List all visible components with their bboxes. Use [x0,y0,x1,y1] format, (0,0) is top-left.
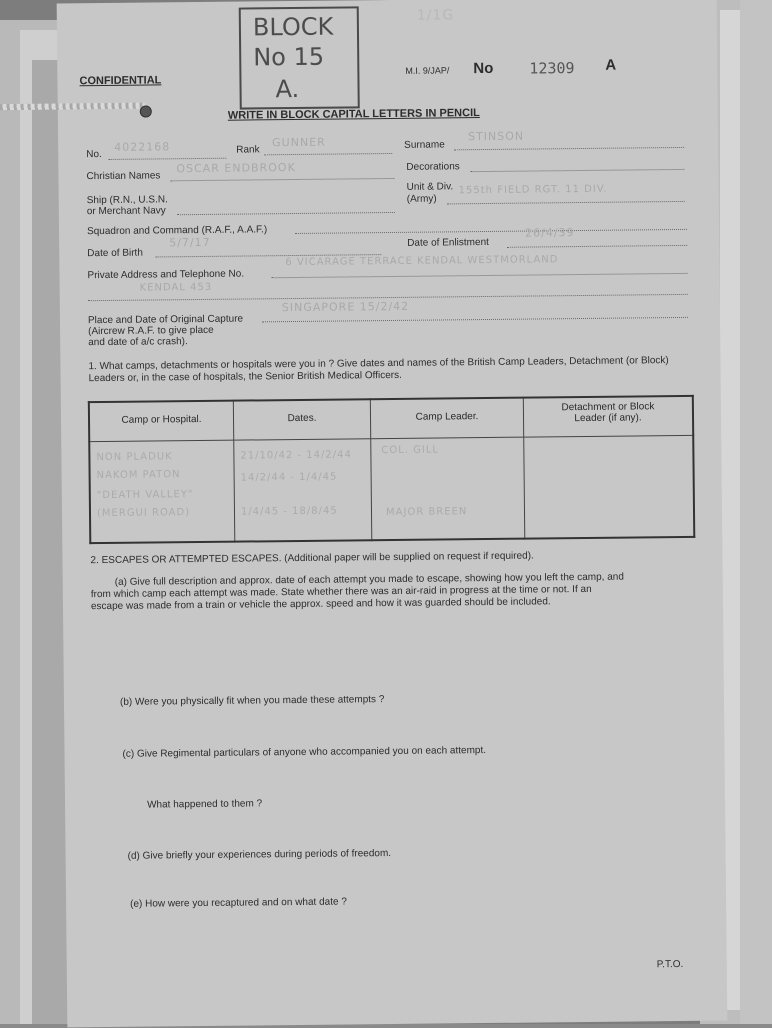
squadron-label: Squadron and Command (R.A.F., A.A.F.) [86,224,268,238]
dates-entry-4: 1/4/45 - 18/8/45 [240,505,338,518]
enlistment-value: 26/4/39 [525,226,575,240]
no-value: 4022168 [114,140,171,154]
christian-names-label: Christian Names [86,170,161,183]
enlistment-label: Date of Enlistment [407,236,489,249]
stamp-line-3: A. [275,74,300,104]
question-c-followup: What happened to them ? [146,798,263,811]
capture-label-1: Place and Date of Original Capture [87,313,244,327]
form-reference: M.I. 9/JAP/ [405,65,450,76]
camp-cell [90,441,234,542]
surname-label: Surname [404,139,445,151]
col-camp-header: Camp or Hospital. [121,413,202,426]
surname-value: STINSON [468,129,525,144]
christian-names-value: OSCAR ENDBROOK [176,160,296,176]
decorations-line [470,169,684,172]
camp-entry-2: NAKOM PATON [96,469,181,482]
question-e: (e) How were you recaptured and on what date ? [130,896,347,910]
number-value: 12309 [529,59,575,78]
section-2-title: 2. ESCAPES OR ATTEMPTED ESCAPES. (Additional paper will be supplied on request if required). [90,550,534,567]
pow-questionnaire-form [57,0,728,1027]
col-dates-header: Dates. [287,412,317,425]
camp-entry-4: (MERGUI ROAD) [96,507,191,520]
camp-entry-3: "DEATH VALLEY" [96,489,194,502]
rank-line [264,153,392,155]
leader-cell [371,438,524,540]
number-label: No [473,59,494,78]
question-d: (d) Give briefly your experiences during periods of freedom. [127,848,392,862]
capture-label-3: and date of a/c crash). [88,336,188,349]
section-1-question: 1. What camps, detachments or hospitals were you in ? Give dates and names of the British Camp Leaders, Detachment (or Block) Leaders or, in the case of hospitals, the Senior British Medical Officers. [88,355,669,385]
ship-line [177,212,395,215]
question-c: (c) Give Regimental particulars of anyone who accompanied you on each attempt. [122,745,487,760]
instruction-heading: WRITE IN BLOCK CAPITAL LETTERS IN PENCIL [227,107,480,122]
rank-label: Rank [236,144,260,156]
unit-value: 155th FIELD RGT. 11 DIV. [458,183,608,197]
dob-label: Date of Birth [87,247,143,260]
stamp-line-1: BLOCK [252,12,334,42]
camps-table [88,395,695,544]
question-a-line-3: escape was made from a train or vehicle the approx. speed and how it was guarded should be included. [90,596,551,613]
unit-label-2: (Army) [406,193,437,205]
question-b: (b) Were you physically fit when you made these attempts ? [119,694,385,708]
dates-entry-2: 14/2/44 - 1/4/45 [240,471,338,484]
dates-entry-1: 21/10/42 - 14/2/44 [240,449,352,462]
no-line [108,158,226,160]
unit-label-1: Unit & Div. [406,181,454,193]
col-leader-header: Camp Leader. [415,411,479,423]
block-stamp [239,6,360,109]
address-value-1: 6 VICARAGE TERRACE KENDAL WESTMORLAND [285,254,559,269]
capture-label-2: (Aircrew R.A.F. to give place [88,324,214,338]
ship-label-2: or Merchant Navy [86,205,166,218]
rank-value: GUNNER [272,135,326,150]
ship-label-1: Ship (R.N., U.S.N. [86,194,168,207]
address-value-2: KENDAL 453 [139,281,213,294]
pto-label: P.T.O. [656,958,684,971]
unit-line [447,201,685,204]
no-label: No. [86,149,102,161]
address-line-1 [272,273,688,278]
stamp-line-2: No 15 [253,42,325,72]
capture-line [262,317,688,322]
question-a-line-1: (a) Give full description and approx. date of each attempt you made to escape, showing how you left the camp, and [114,571,624,588]
dates-cell [234,439,371,540]
tie-string [0,103,146,111]
christian-names-line [171,178,395,181]
punch-hole [140,105,152,117]
capture-value: SINGAPORE 15/2/42 [281,299,410,315]
surname-line [454,147,684,150]
leader-entry-4: MAJOR BREEN [385,506,468,519]
squadron-line [295,229,687,234]
confidential-label: CONFIDENTIAL [79,74,162,88]
decorations-label: Decorations [406,161,460,173]
detachment-cell [524,436,693,538]
dob-value: 5/7/17 [169,235,211,250]
camp-entry-1: NON PLADUK [96,451,173,464]
question-a-line-2: from which camp each attempt was made. State whether there was an air-raid in progress at the time or not. If an [90,583,592,601]
stamp-note: 1/1G [416,7,455,24]
number-suffix: A [605,56,617,74]
col-detachment-header: Detachment or Block Leader (if any). [561,401,655,425]
leader-entry-1: COL. GILL [381,444,440,457]
enlistment-line [507,245,687,248]
address-label: Private Address and Telephone No. [87,268,245,282]
